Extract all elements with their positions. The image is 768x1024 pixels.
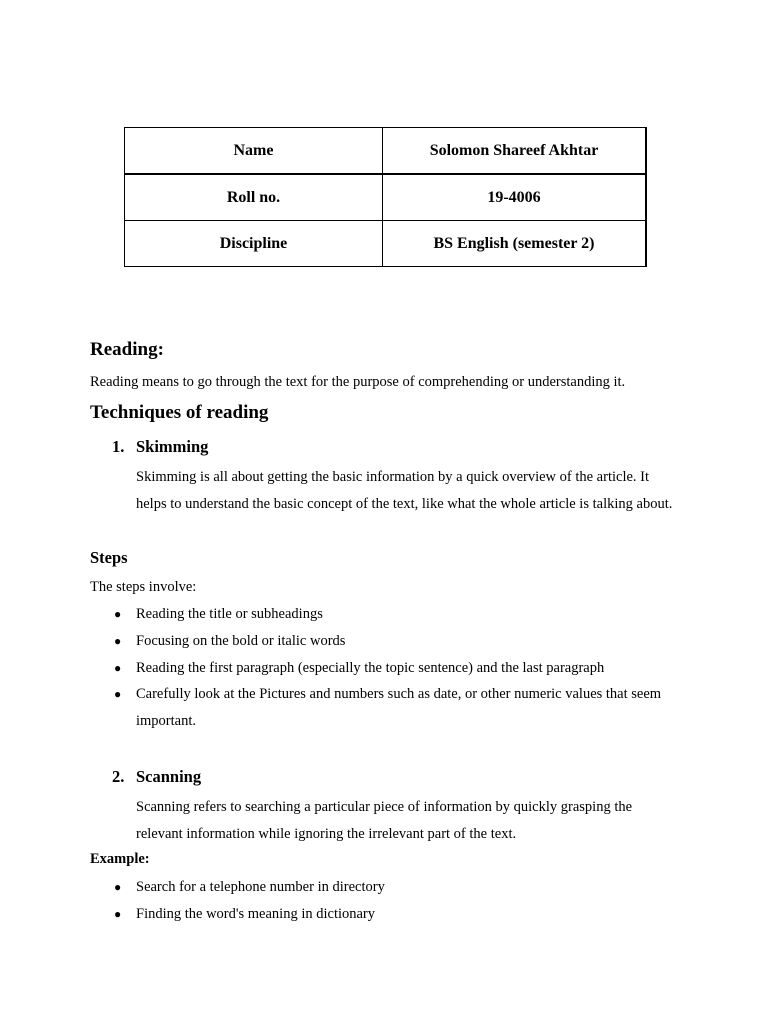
scanning-title: Scanning — [136, 767, 202, 786]
table-cell-label: Discipline — [125, 221, 383, 267]
list-item: ● Reading the title or subheadings — [108, 601, 668, 628]
list-number: 1. — [112, 437, 125, 456]
list-number: 2. — [112, 767, 125, 786]
skimming-heading — [112, 437, 208, 457]
table-cell-value: BS English (semester 2) — [383, 221, 647, 267]
bullet-icon: ● — [114, 660, 122, 675]
bullet-icon: ● — [114, 906, 122, 921]
scanning-description: Scanning refers to searching a particular piece of information by quickly grasping the relevant information while ignoring the irrelevant part of the text. — [136, 799, 633, 842]
techniques-heading: Techniques of reading — [90, 402, 269, 423]
bullet-icon: ● — [114, 607, 122, 621]
table-cell-value: Solomon Shareef Akhtar — [383, 128, 647, 175]
steps-intro: The steps involve: — [90, 579, 197, 595]
table-cell-label: Name — [125, 128, 383, 175]
list-item: ● Focusing on the bold or italic words — [108, 628, 668, 655]
list-item: ● Search for a telephone number in directory — [108, 874, 668, 901]
table-row — [125, 128, 647, 175]
bullet-icon: ● — [114, 687, 122, 702]
skimming-description: Skimming is all about getting the basic information by a quick overview of the article. It helps to understand the basic concept of the text, like what the whole article is talking about. — [136, 469, 673, 512]
steps-list — [108, 601, 668, 735]
table-row — [125, 221, 647, 267]
table-cell-label: Roll no. — [125, 174, 383, 221]
reading-heading: Reading: — [90, 339, 164, 360]
reading-definition: Reading means to go through the text for the purpose of comprehending or understanding it. — [90, 374, 626, 390]
list-item: ● Reading the first paragraph (especially the topic sentence) and the last paragraph — [108, 655, 668, 682]
list-item: ● Finding the word's meaning in dictionary — [108, 901, 668, 928]
student-info-table — [124, 127, 647, 267]
scanning-heading — [112, 767, 201, 787]
bullet-icon: ● — [114, 633, 122, 648]
table-row — [125, 174, 647, 221]
table-cell-value: 19-4006 — [383, 174, 647, 221]
example-list — [108, 874, 668, 928]
skimming-title: Skimming — [136, 437, 209, 456]
bullet-icon: ● — [114, 880, 122, 894]
list-item: ● Carefully look at the Pictures and numbers such as date, or other numeric values that seem important. — [108, 681, 668, 735]
example-label: Example: — [90, 851, 150, 867]
steps-heading: Steps — [90, 548, 128, 567]
